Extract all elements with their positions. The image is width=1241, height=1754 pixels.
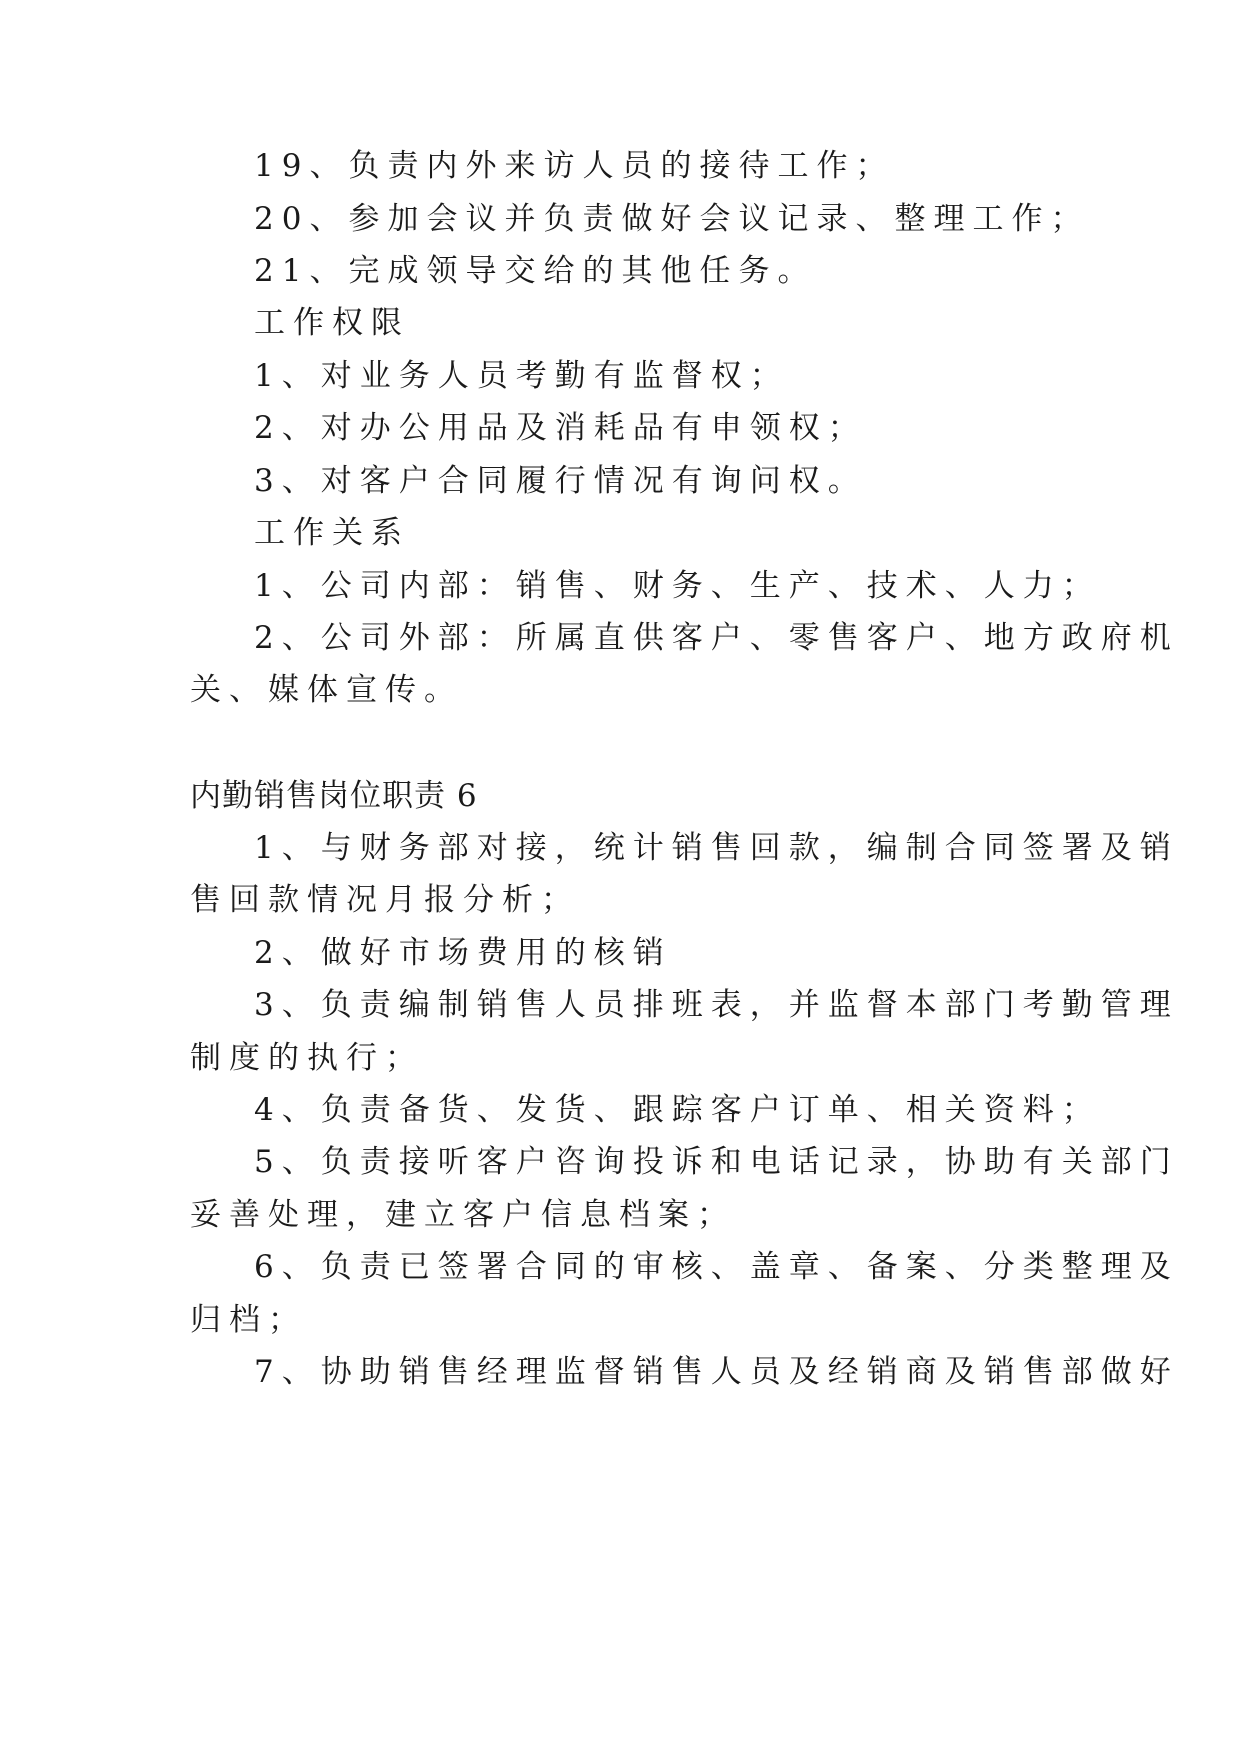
duty-line-5-cont: 妥善处理，建立客户信息档案；: [190, 1197, 736, 1233]
duty-line-1: 1、与财务部对接，统计销售回款，编制合同签署及销: [254, 830, 1179, 866]
duty-line-3: 3、负责编制销售人员排班表，并监督本部门考勤管理: [254, 987, 1179, 1023]
authority-heading: 工作权限: [254, 305, 410, 341]
duty-line-3-cont: 制度的执行；: [190, 1040, 424, 1076]
authority-item-3: 3、对客户合同履行情况有询问权。: [254, 463, 867, 499]
authority-item-2: 2、对办公用品及消耗品有申领权；: [254, 410, 867, 446]
section-title: 内勤销售岗位职责 6: [190, 778, 478, 814]
duty-line-4: 4、负责备货、发货、跟踪客户订单、相关资料；: [254, 1092, 1101, 1128]
duty-line-6: 6、负责已签署合同的审核、盖章、备案、分类整理及: [254, 1249, 1179, 1285]
duty-item-19: 19、负责内外来访人员的接待工作；: [254, 148, 895, 184]
relations-item-1: 1、公司内部：销售、财务、生产、技术、人力；: [254, 568, 1101, 604]
duty-line-7: 7、协助销售经理监督销售人员及经销商及销售部做好: [254, 1354, 1179, 1390]
relations-item-2: 2、公司外部：所属直供客户、零售客户、地方政府机: [254, 620, 1179, 656]
duty-item-21: 21、完成领导交给的其他任务。: [254, 253, 817, 289]
authority-item-1: 1、对业务人员考勤有监督权；: [254, 358, 789, 394]
relations-item-2-cont: 关、媒体宣传。: [190, 672, 463, 708]
duty-item-20: 20、参加会议并负责做好会议记录、整理工作；: [254, 201, 1090, 237]
relations-heading: 工作关系: [254, 515, 410, 551]
duty-line-5: 5、负责接听客户咨询投诉和电话记录，协助有关部门: [254, 1144, 1179, 1180]
duty-line-2: 2、做好市场费用的核销: [254, 935, 672, 971]
duty-line-6-cont: 归档；: [190, 1302, 307, 1338]
duty-line-1-cont: 售回款情况月报分析；: [190, 882, 580, 918]
